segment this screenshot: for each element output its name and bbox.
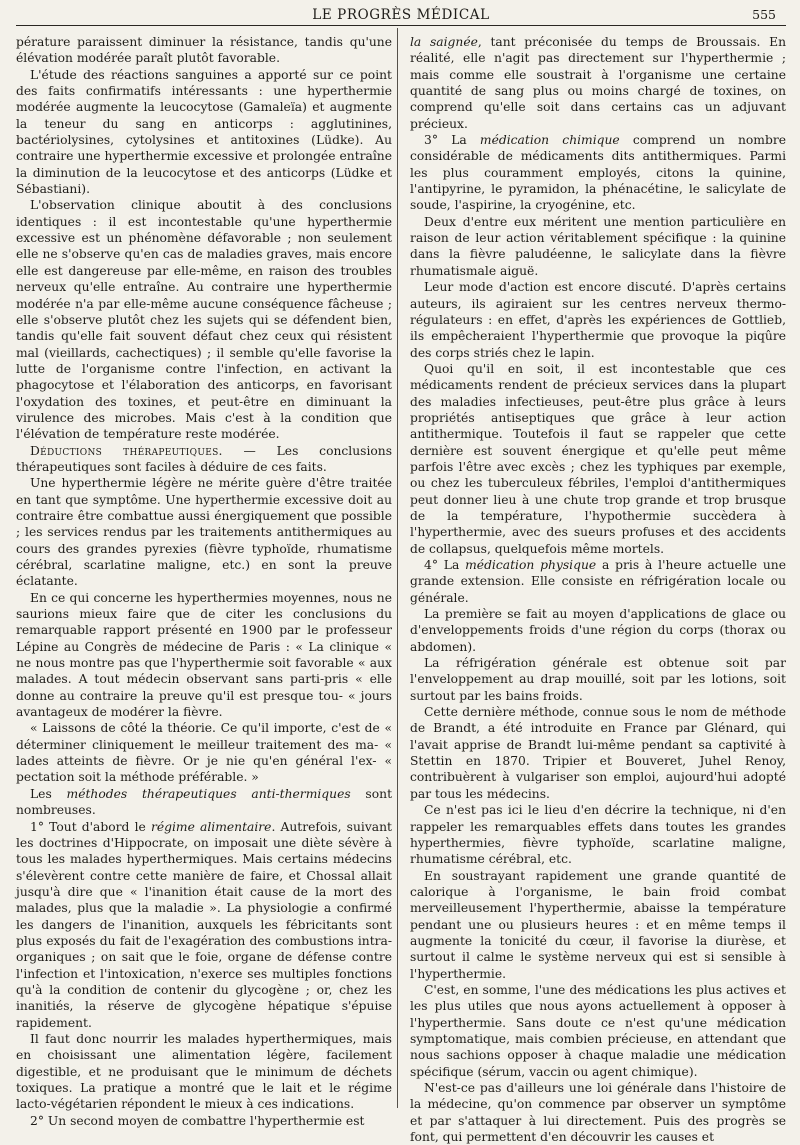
left-column xyxy=(16,34,392,1145)
paragraph: Cette dernière méthode, connue sous le nom de méthode de Brandt, a été introduite en France par Glénard, qui l'avait apprise de Brandt lui-même pendant sa captivité à Stettin en 1870. Tripier et Bouveret, Juhel Renoy, contribuèrent à vulgariser son emploi, aujourd'hui adopté par tous les médecins. xyxy=(410,705,786,801)
paragraph-text: a pris à l'heure actuelle une grande extension. Elle consiste en réfrigération locale ou générale. xyxy=(410,558,786,605)
column-rule xyxy=(397,28,398,1108)
paragraph: 2° Un second moyen de combattre l'hyperthermie est xyxy=(30,1113,365,1128)
paragraph-text: — Les conclusions thérapeutiques sont faciles à déduire de ces faits. xyxy=(16,443,393,474)
paragraph: L'étude des réactions sanguines a apporté sur ce point des faits confirmatifs intéressants : une hyperthermie modérée augmente la leucocytose (Gamaleïa) et augmente la teneur du sang en anticorps : agglutinines, bactériolysines, cytolysines et antitoxines (Lüdke). Au contraire une hyperthermie excessive et prolongée entraîne la diminution de la leucocytose et des anticorps (Lüdke et Sébastiani). xyxy=(16,67,392,197)
paragraph-text: sont nombreuses. xyxy=(16,786,393,818)
italic-term: méthodes thérapeutiques anti-thermiques xyxy=(66,786,351,801)
paragraph xyxy=(410,34,786,132)
paragraph-text: Les xyxy=(30,786,67,801)
paragraph: En ce qui concerne les hyperthermies moyennes, nous ne saurions mieux faire que de citer les conclusions du remarquable rapport présenté en 1900 par le professeur Lépine au Congrès de médecine de Paris : « La clinique « ne nous montre pas que l'hyperthermie soit favorable « aux malades. A tout médecin observant sans parti-pris « elle donne au contraire la preuve qu'il est presque tou- « jours avantageux de modérer la fièvre. xyxy=(16,590,392,720)
italic-term: médication chimique xyxy=(479,133,620,148)
paragraph: Quoi qu'il en soit, il est incontestable que ces médicaments rendent de précieux services dans la plupart des maladies infectieuses, peut-être plus grâce à leurs propriétés antiseptiques que grâce à leur action antithermique. Toutefois il faut se rappeler que cette dernière est souvent énergique et qu'elle peut même parfois l'être avec excès ; chez les typhiques par exemple, ou chez les tuberculeux fébriles, l'emploi d'antithermiques peut donner lieu à une chute trop grande et trop brusque de la température, l'hypothermie succèdera à l'hyperthermie, avec des sueurs profuses et des accidents de collapsus, quelquefois même mortels. xyxy=(410,361,786,556)
paragraph: N'est-ce pas d'ailleurs une loi générale dans l'histoire de la médecine, qu'on commence par observer un symptôme et par s'attaquer à lui directement. Puis des progrès se font, qui permettent d'en découvrir les causes et xyxy=(410,1081,786,1145)
italic-term: régime alimentaire xyxy=(150,819,272,834)
paragraph-text: . Autrefois, suivant les doctrines d'Hippocrate, on imposait une diète sévère à tous les malades hyperthermiques. Mais certains médecins s'élevèrent contre cette manière de faire, et Chossal allait jusqu'à dire que « l'inanition était cause de la mort des malades, plus que la maladie ». La physiologie a confirmé les dangers de l'inanition, auxquels les fébricitants sont plus exposés du fait de l'exagération des combustions intra-organiques ; on sait que le foie, organe de défense contre l'infection et l'intoxication, n'exerce ses multiples fonctions qu'à la condition de contenir du glycogène ; or, chez les inanitiés, la réserve de glycogène hépatique s'épuise rapidement. xyxy=(16,819,392,1030)
section-heading: Déductions thérapeutiques. xyxy=(30,443,223,458)
paragraph-text: , tant préconisée du temps de Broussais. En réalité, elle n'agit pas directement sur l'hyperthermie ; mais comme elle soustrait à l'organisme une certaine quantité de sang plus ou moins chargé de toxines, on comprend qu'elle soit dans certains cas un adjuvant précieux. xyxy=(410,35,786,131)
paragraph-text: 4° La xyxy=(424,558,466,572)
paragraph: La réfrigération générale est obtenue soit par l'enveloppement au drap mouillé, soit par les lotions, soit surtout par les bains froids. xyxy=(410,656,786,703)
paragraph: En soustrayant rapidement une grande quantité de calorique à l'organisme, le bain froid combat merveilleusement l'hyperthermie, abaisse la température pendant une ou plusieurs heures : et en même temps il augmente la tonicité du cœur, il favorise la diurèse, et surtout il calme le système nerveux qui est si sensible à l'hyperthermie. xyxy=(410,868,786,981)
paragraph: Leur mode d'action est encore discuté. D'après certains auteurs, ils agiraient sur les centres nerveux thermo-régulateurs : en effet, d'après les expériences de Gottlieb, ils empêcheraient l'hyperthermie que provoque la piqûre des corps striés chez le lapin. xyxy=(410,280,786,360)
paragraph xyxy=(16,443,392,476)
paragraph-text: comprend un nombre considérable de médicaments dits antithermiques. Parmi les plus couramment employés, citons la quinine, l'antipyrine, le pyramidon, la phénacétine, le salicylate de soude, l'aspirine, la cryogénine, etc. xyxy=(410,133,786,213)
right-column xyxy=(410,34,786,1145)
paragraph: « Laissons de côté la théorie. Ce qu'il importe, c'est de « déterminer cliniquement le meilleur traitement des ma- « lades atteints de fièvre. Or je nie qu'en général l'ex- « pectation soit la méthode préférable. » xyxy=(16,721,392,785)
paragraph: Il faut donc nourrir les malades hyperthermiques, mais en choisissant une alimentation légère, facilement digestible, et ne produisant que le minimum de déchets toxiques. La pratique a montré que le lait et le régime lacto-végétarien répondent le mieux à ces indications. xyxy=(16,1031,392,1112)
paragraph xyxy=(410,132,786,214)
italic-term: la saignée xyxy=(410,35,478,49)
body-columns xyxy=(16,34,786,1145)
paragraph: Une hyperthermie légère ne mérite guère d'être traitée en tant que symptôme. Une hyperthermie excessive doit au contraire être combattue aussi énergiquement que possible ; les services rendus par les traitements antithermiques au cours des grandes pyrexies (fièvre typhoïde, rhumatisme cérébral, scarlatine maligne, etc.) en sont la preuve éclatante. xyxy=(16,476,392,589)
paragraph xyxy=(16,786,392,819)
paragraph: L'observation clinique aboutit à des conclusions identiques : il est incontestable qu'une hyperthermie excessive est un phénomène défavorable ; non seulement elle ne s'observe qu'en cas de maladies graves, mais encore elle est dangereuse par elle-même, en raison des troubles nerveux qu'elle entraîne. Au contraire une hyperthermie modérée n'a par elle-même aucune conséquence fâcheuse ; elle s'observe plutôt chez les sujets qui se défendent bien, tandis qu'elle fait souvent défaut chez ceux qui résistent mal (vieillards, cachectiques) ; il semble qu'elle favorise la lutte de l'organisme contre l'infection, en activant la phagocytose et l'élaboration des anticorps, en favorisant l'oxydation des toxines, et peut-être en diminuant la virulence des microbes. Mais c'est à la condition que l'élévation de température reste modérée. xyxy=(16,198,392,442)
running-title: LE PROGRÈS MÉDICAL xyxy=(312,7,490,23)
paragraph: Ce n'est pas ici le lieu d'en décrire la technique, ni d'en rappeler les remarquables effets dans toutes les grandes hyperthermies, fièvre typhoïde, scarlatine maligne, rhumatisme cérébral, etc. xyxy=(410,803,786,867)
paragraph: pérature paraissent diminuer la résistance, tandis qu'une élévation modérée paraît plutôt favorable. xyxy=(16,35,392,66)
page-number: 555 xyxy=(752,7,776,22)
paragraph: La première se fait au moyen d'applications de glace ou d'enveloppements froids d'une région du corps (thorax ou abdomen). xyxy=(410,607,786,654)
paragraph xyxy=(16,819,392,1031)
italic-term: médication physique xyxy=(465,558,597,572)
paragraph: C'est, en somme, l'une des médications les plus actives et les plus utiles que nous ayons actuellement à opposer à l'hyperthermie. Sans doute ce n'est qu'une médication symptomatique, mais combien précieuse, en attendant que nous sachions opposer à chaque maladie une médication spécifique (sérum, vaccin ou agent chimique). xyxy=(410,982,786,1079)
paragraph: Deux d'entre eux méritent une mention particulière en raison de leur action véritablement spécifique : la quinine dans la fièvre paludéenne, le salicylate dans la fièvre rhumatismale aiguë. xyxy=(410,214,786,278)
paragraph xyxy=(410,557,786,606)
paragraph-text: 1° Tout d'abord le xyxy=(30,819,151,834)
page-header xyxy=(16,0,786,26)
paragraph-text: 3° La xyxy=(424,133,480,148)
